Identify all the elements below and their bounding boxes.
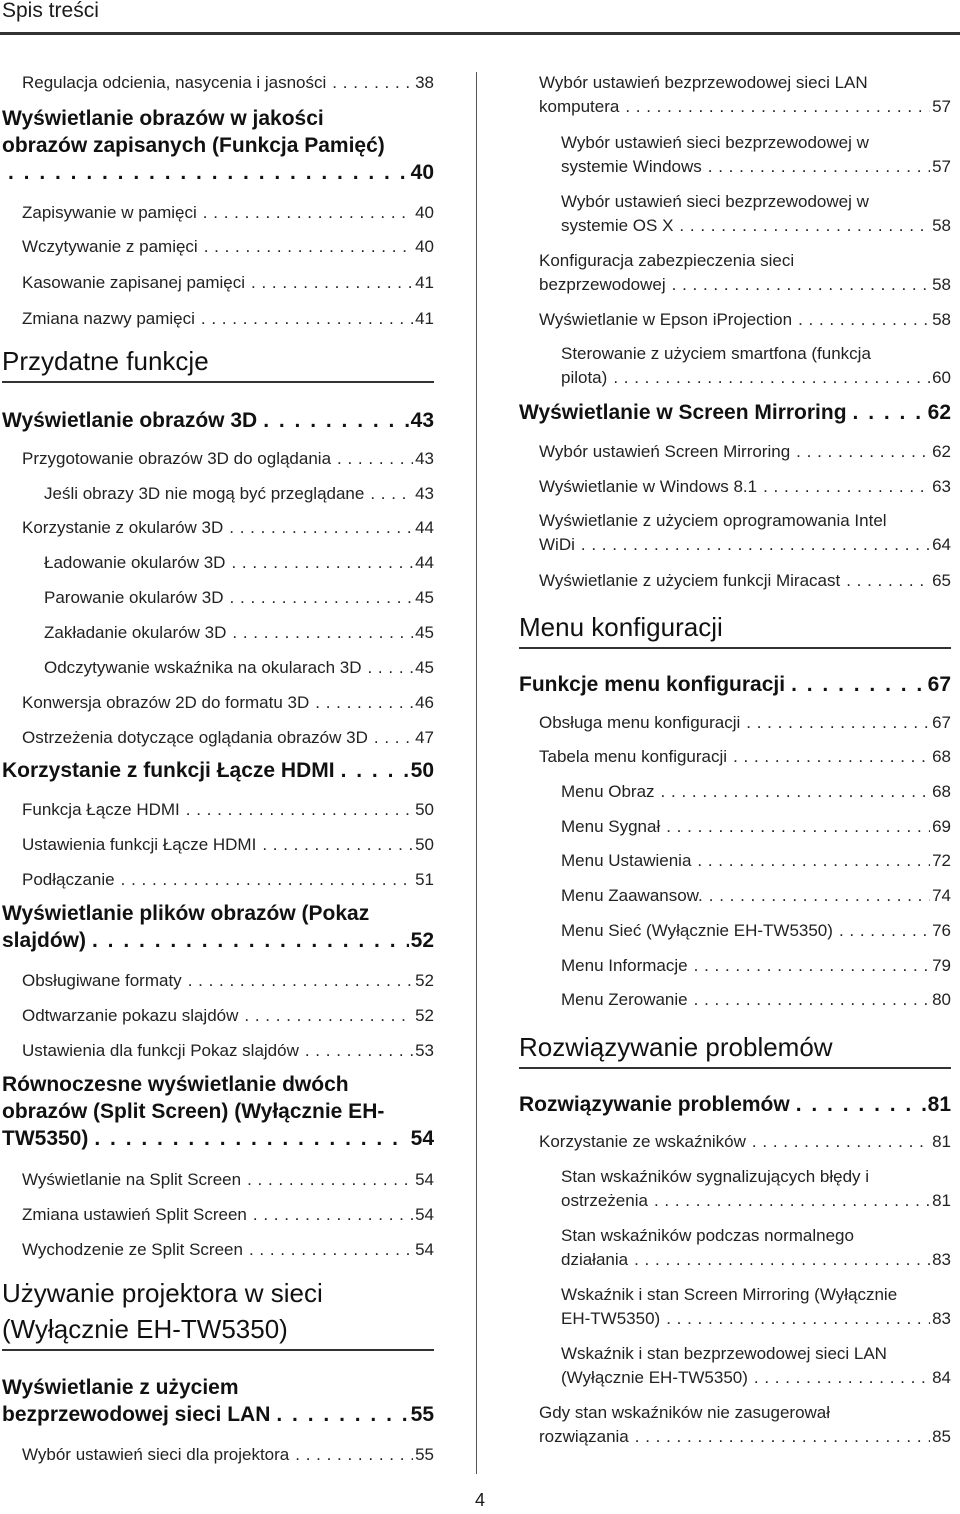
dot-leader (625, 95, 930, 119)
toc-page-number: 67 (932, 712, 951, 732)
toc-entry-label: Konfiguracja zabezpieczenia sieci (539, 250, 795, 270)
dot-leader (94, 1125, 408, 1152)
toc-page-number: 68 (932, 746, 951, 766)
toc-entry[interactable] (2, 307, 434, 331)
toc-page-number: 54 (415, 1204, 434, 1224)
dot-leader (634, 1248, 930, 1272)
dot-leader (337, 447, 413, 471)
toc-entry-label: Stan wskaźników podczas normalnego (561, 1225, 854, 1245)
toc-entry-label: Menu Obraz (561, 781, 655, 801)
toc-entry-label: Wyświetlanie z użyciem (2, 1376, 239, 1400)
toc-entry[interactable] (2, 833, 434, 857)
toc-entry-label: rozwiązania (539, 1426, 629, 1446)
toc-entry-label: Rozwiązywanie problemów (519, 1031, 833, 1062)
toc-entry-label: Menu Informacje (561, 955, 688, 975)
toc-section-heading (519, 1029, 951, 1069)
toc-entry-label: Obsługiwane formaty (22, 970, 182, 990)
dot-leader (374, 726, 413, 750)
toc-entry[interactable] (2, 407, 434, 434)
toc-entry[interactable] (2, 235, 434, 259)
dot-leader (231, 551, 413, 575)
dot-leader (247, 1168, 413, 1192)
toc-page-number: 54 (415, 1239, 434, 1259)
toc-entry-label: Sterowanie z użyciem smartfona (funkcja (561, 343, 871, 363)
toc-entry[interactable] (519, 475, 951, 499)
toc-entry-label: Wyświetlanie w Screen Mirroring (519, 401, 847, 425)
toc-entry-label: Wybór ustawień sieci bezprzewodowej w (561, 191, 869, 211)
toc-page-number: 46 (415, 692, 434, 712)
toc-entry-label: TW5350) (2, 1127, 89, 1151)
dot-leader (370, 482, 413, 506)
toc-page-number: 81 (927, 1093, 951, 1117)
toc-entry[interactable] (519, 780, 951, 804)
toc-page-number: 51 (415, 869, 434, 889)
toc-entry[interactable] (519, 308, 951, 332)
toc-entry-label: Wyświetlanie obrazów 3D (2, 409, 258, 433)
dot-leader (661, 780, 931, 804)
toc-right-column (519, 0, 951, 1514)
toc-entry-label: bezprzewodowej sieci LAN (2, 1403, 271, 1427)
toc-entry[interactable] (2, 1004, 434, 1028)
toc-page-number: 47 (415, 727, 434, 747)
toc-page-number: 43 (410, 409, 434, 433)
toc-page-number: 65 (932, 570, 951, 590)
page-header-title: Spis treści (2, 0, 99, 22)
toc-entry-label: obrazów (Split Screen) (Wyłącznie EH- (2, 1100, 385, 1124)
toc-page-number: 54 (410, 1127, 434, 1151)
toc-entry[interactable] (2, 900, 434, 954)
toc-entry[interactable] (2, 586, 434, 610)
toc-entry-label: Korzystanie z funkcji Łącze HDMI (2, 759, 335, 783)
dot-leader (244, 1004, 413, 1028)
toc-entry-label: Zmiana nazwy pamięci (22, 308, 195, 328)
toc-page-number: 83 (932, 1249, 951, 1269)
toc-entry-label: Wybór ustawień Screen Mirroring (539, 441, 791, 461)
toc-page-number: 43 (415, 483, 434, 503)
toc-entry-label: EH-TW5350) (561, 1308, 661, 1328)
toc-entry[interactable] (2, 201, 434, 225)
dot-leader (341, 757, 409, 784)
toc-page-number: 44 (415, 552, 434, 572)
dot-leader (635, 1425, 930, 1449)
toc-entry-label: Konwersja obrazów 2D do formatu 3D (22, 692, 310, 712)
toc-page-number: 80 (932, 989, 951, 1009)
dot-leader (791, 671, 926, 698)
dot-leader (203, 201, 413, 225)
toc-entry[interactable] (519, 954, 951, 978)
toc-entry-label: Funkcja Łącze HDMI (22, 799, 180, 819)
toc-entry[interactable] (519, 131, 951, 179)
toc-page-number: 60 (932, 367, 951, 387)
toc-entry[interactable] (2, 1168, 434, 1192)
dot-leader (733, 745, 930, 769)
toc-entry[interactable] (519, 71, 951, 119)
toc-entry[interactable] (2, 447, 434, 471)
dot-leader (746, 711, 930, 735)
toc-page-number: 68 (932, 781, 951, 801)
toc-section-heading (2, 1275, 434, 1351)
dot-leader (796, 1091, 926, 1118)
toc-entry-label: Ustawienia dla funkcji Pokaz slajdów (22, 1040, 299, 1060)
toc-page-number: 52 (410, 929, 434, 953)
dot-leader (232, 621, 413, 645)
toc-page-number: 69 (932, 816, 951, 836)
toc-entry-label: systemie Windows (561, 156, 702, 176)
toc-page-number: 41 (415, 272, 434, 292)
toc-entry[interactable] (519, 745, 951, 769)
toc-entry[interactable] (2, 551, 434, 575)
toc-entry[interactable] (2, 1238, 434, 1262)
toc-entry-label: obrazów zapisanych (Funkcja Pamięć) (2, 134, 385, 158)
toc-page-number: 62 (927, 401, 951, 425)
toc-entry-label: Używanie projektora w sieci (2, 1277, 323, 1308)
toc-entry-label: bezprzewodowej (539, 274, 666, 294)
dot-leader (694, 954, 930, 978)
dot-leader (697, 849, 930, 873)
toc-entry[interactable] (2, 1203, 434, 1227)
toc-entry-label: Wyświetlanie w Windows 8.1 (539, 476, 758, 496)
dot-leader (121, 868, 413, 892)
toc-entry-label: Wybór ustawień bezprzewodowej sieci LAN (539, 72, 868, 92)
toc-page-number: 81 (932, 1131, 951, 1151)
dot-leader (709, 884, 930, 908)
toc-entry-label: Wybór ustawień sieci bezprzewodowej w (561, 132, 869, 152)
toc-entry[interactable] (2, 969, 434, 993)
toc-entry-label: Ostrzeżenia dotyczące oglądania obrazów 3D (22, 727, 368, 747)
toc-entry-label: Tabela menu konfiguracji (539, 746, 728, 766)
toc-page-number: 44 (415, 517, 434, 537)
toc-page-number: 50 (415, 799, 434, 819)
toc-entry-label: Ładowanie okularów 3D (44, 552, 226, 572)
column-divider (476, 72, 477, 1474)
toc-entry-label: Wyświetlanie obrazów w jakości (2, 107, 324, 131)
toc-entry-label: Odczytywanie wskaźnika na okularach 3D (44, 657, 362, 677)
toc-entry-label: Menu Zaawansow. (561, 885, 703, 905)
toc-left-column (2, 0, 434, 1514)
toc-entry-label: Ustawienia funkcji Łącze HDMI (22, 834, 257, 854)
dot-leader (188, 969, 413, 993)
toc-page-number: 50 (415, 834, 434, 854)
dot-leader (581, 533, 930, 557)
toc-page-number: 40 (415, 236, 434, 256)
toc-entry[interactable] (2, 1071, 434, 1152)
toc-page-number: 55 (415, 1444, 434, 1464)
toc-page-number: 84 (932, 1367, 951, 1387)
toc-entry[interactable] (519, 671, 951, 698)
dot-leader (666, 1307, 930, 1331)
dot-leader (694, 988, 930, 1012)
toc-entry-label: Menu Ustawienia (561, 850, 692, 870)
toc-section-heading (519, 609, 951, 649)
toc-entry-label: (Wyłącznie EH-TW5350) (2, 1313, 288, 1344)
toc-entry-label: komputera (539, 96, 620, 116)
dot-leader (367, 656, 413, 680)
toc-page-number: 64 (932, 534, 951, 554)
toc-entry[interactable] (2, 1039, 434, 1063)
dot-leader (666, 815, 930, 839)
dot-leader (754, 1366, 930, 1390)
toc-entry-label: Przygotowanie obrazów 3D do oglądania (22, 448, 332, 468)
dot-leader (332, 71, 413, 95)
dot-leader (276, 1401, 408, 1428)
toc-page-number: 58 (932, 274, 951, 294)
toc-entry-label: Podłączanie (22, 869, 115, 889)
toc-entry-label: Menu konfiguracji (519, 611, 723, 642)
dot-leader (796, 440, 930, 464)
dot-leader (839, 919, 930, 943)
toc-entry-label: Gdy stan wskaźników nie zasugerował (539, 1402, 831, 1422)
toc-entry[interactable] (2, 516, 434, 540)
dot-leader (263, 407, 408, 434)
toc-entry[interactable] (519, 399, 951, 426)
toc-entry-label: Równoczesne wyświetlanie dwóch (2, 1073, 349, 1097)
toc-entry-label: Funkcje menu konfiguracji (519, 673, 786, 697)
dot-leader (654, 1189, 930, 1213)
toc-entry-label: Zmiana ustawień Split Screen (22, 1204, 247, 1224)
toc-page-number: 72 (932, 850, 951, 870)
toc-entry[interactable] (2, 482, 434, 506)
toc-entry-label: Kasowanie zapisanej pamięci (22, 272, 246, 292)
toc-page-number: 81 (932, 1190, 951, 1210)
toc-entry-label: Stan wskaźników sygnalizujących błędy i (561, 1166, 870, 1186)
toc-page-number: 85 (932, 1426, 951, 1446)
toc-entry-label: Menu Zerowanie (561, 989, 688, 1009)
toc-entry-label: Obsługa menu konfiguracji (539, 712, 741, 732)
toc-page-number: 41 (415, 308, 434, 328)
toc-entry-label: Wczytywanie z pamięci (22, 236, 198, 256)
dot-leader (763, 475, 930, 499)
toc-page-number: 57 (932, 96, 951, 116)
dot-leader (295, 1443, 413, 1467)
toc-page-number: 74 (932, 885, 951, 905)
toc-section-heading (2, 343, 434, 383)
toc-entry-label: Przydatne funkcje (2, 345, 209, 376)
toc-entry[interactable] (2, 868, 434, 892)
dot-leader (204, 235, 413, 259)
toc-entry-label: Wychodzenie ze Split Screen (22, 1239, 243, 1259)
toc-page-number: 76 (932, 920, 951, 940)
toc-entry-label: Parowanie okularów 3D (44, 587, 224, 607)
toc-entry[interactable] (519, 849, 951, 873)
toc-page-number: 53 (415, 1040, 434, 1060)
toc-page-number: 50 (410, 759, 434, 783)
toc-entry[interactable] (519, 1165, 951, 1213)
toc-entry-label: Wskaźnik i stan Screen Mirroring (Wyłącznie (561, 1284, 898, 1304)
toc-page-number: 67 (927, 673, 951, 697)
dot-leader (305, 1039, 413, 1063)
toc-entry-label: Zakładanie okularów 3D (44, 622, 227, 642)
toc-entry-label: Menu Sieć (Wyłącznie EH-TW5350) (561, 920, 833, 940)
dot-leader (262, 833, 413, 857)
dot-leader (853, 399, 926, 426)
toc-entry[interactable] (519, 815, 951, 839)
toc-entry[interactable] (519, 1224, 951, 1272)
toc-entry[interactable] (519, 1130, 951, 1154)
toc-entry[interactable] (519, 1401, 951, 1449)
toc-page-number: 52 (415, 970, 434, 990)
dot-leader (229, 516, 413, 540)
dot-leader (708, 155, 930, 179)
toc-entry[interactable] (519, 919, 951, 943)
toc-page-number: 54 (415, 1169, 434, 1189)
toc-entry[interactable] (519, 1342, 951, 1390)
toc-entry[interactable] (2, 105, 434, 186)
toc-page-number: 40 (410, 161, 434, 185)
page-number: 4 (474, 1490, 485, 1510)
toc-entry-label: Zapisywanie w pamięci (22, 202, 197, 222)
toc-page-number: 40 (415, 202, 434, 222)
toc-entry[interactable] (519, 569, 951, 593)
toc-entry-label: Korzystanie ze wskaźników (539, 1131, 746, 1151)
toc-entry-label: Wyświetlanie w Epson iProjection (539, 309, 793, 329)
toc-entry[interactable] (519, 249, 951, 297)
dot-leader (752, 1130, 930, 1154)
dot-leader (249, 1238, 413, 1262)
toc-page-number: 45 (415, 587, 434, 607)
toc-entry[interactable] (519, 884, 951, 908)
toc-page-number: 43 (415, 448, 434, 468)
toc-entry-label: Menu Sygnał (561, 816, 661, 836)
toc-page-number: 57 (932, 156, 951, 176)
dot-leader (672, 273, 930, 297)
toc-entry[interactable] (519, 440, 951, 464)
toc-entry-label: Wybór ustawień sieci dla projektora (22, 1444, 290, 1464)
toc-entry[interactable] (519, 1091, 951, 1118)
toc-entry[interactable] (519, 190, 951, 238)
toc-page-number: 63 (932, 476, 951, 496)
toc-entry-label: slajdów) (2, 929, 87, 953)
dot-leader (613, 366, 930, 390)
toc-page-number: 52 (415, 1005, 434, 1025)
toc-entry-label: WiDi (539, 534, 575, 554)
toc-page-number: 45 (415, 622, 434, 642)
toc-page-number: 62 (932, 441, 951, 461)
toc-page-number: 79 (932, 955, 951, 975)
toc-entry-label: Jeśli obrazy 3D nie mogą być przeglądane (44, 483, 365, 503)
toc-entry[interactable] (2, 726, 434, 750)
toc-entry[interactable] (2, 656, 434, 680)
dot-leader (798, 308, 930, 332)
toc-entry-label: Wyświetlanie z użyciem oprogramowania Intel (539, 510, 887, 530)
dot-leader (679, 214, 930, 238)
toc-page-number: 58 (932, 215, 951, 235)
dot-leader (315, 691, 413, 715)
toc-entry[interactable] (519, 509, 951, 557)
dot-leader (8, 159, 409, 186)
toc-entry[interactable] (2, 71, 434, 95)
toc-entry-label: Wskaźnik i stan bezprzewodowej sieci LAN (561, 1343, 887, 1363)
toc-entry-label: (Wyłącznie EH-TW5350) (561, 1367, 748, 1387)
toc-entry[interactable] (2, 271, 434, 295)
toc-entry-label: systemie OS X (561, 215, 674, 235)
toc-entry[interactable] (2, 691, 434, 715)
dot-leader (253, 1203, 413, 1227)
toc-entry[interactable] (2, 798, 434, 822)
dot-leader (186, 798, 413, 822)
dot-leader (230, 586, 414, 610)
toc-page-number: 58 (932, 309, 951, 329)
toc-entry-label: Wyświetlanie na Split Screen (22, 1169, 242, 1189)
toc-entry[interactable] (2, 1443, 434, 1467)
toc-entry[interactable] (2, 621, 434, 645)
toc-page-number: 83 (932, 1308, 951, 1328)
toc-entry[interactable] (519, 1283, 951, 1331)
toc-entry[interactable] (2, 757, 434, 784)
toc-entry[interactable] (519, 342, 951, 390)
toc-page-number: 38 (415, 72, 434, 92)
toc-page-number: 45 (415, 657, 434, 677)
toc-entry[interactable] (519, 988, 951, 1012)
toc-entry-label: Wyświetlanie plików obrazów (Pokaz (2, 902, 370, 926)
toc-entry-label: Rozwiązywanie problemów (519, 1093, 790, 1117)
toc-entry[interactable] (519, 711, 951, 735)
dot-leader (92, 927, 409, 954)
dot-leader (251, 271, 413, 295)
toc-entry-label: Korzystanie z okularów 3D (22, 517, 224, 537)
toc-page-number: 55 (410, 1403, 434, 1427)
dot-leader (846, 569, 930, 593)
toc-entry[interactable] (2, 1374, 434, 1428)
toc-entry-label: Odtwarzanie pokazu slajdów (22, 1005, 239, 1025)
toc-entry-label: ostrzeżenia (561, 1190, 648, 1210)
toc-entry-label: działania (561, 1249, 629, 1269)
toc-entry-label: Wyświetlanie z użyciem funkcji Miracast (539, 570, 841, 590)
toc-entry-label: pilota) (561, 367, 608, 387)
dot-leader (201, 307, 413, 331)
toc-entry-label: Regulacja odcienia, nasycenia i jasności (22, 72, 327, 92)
